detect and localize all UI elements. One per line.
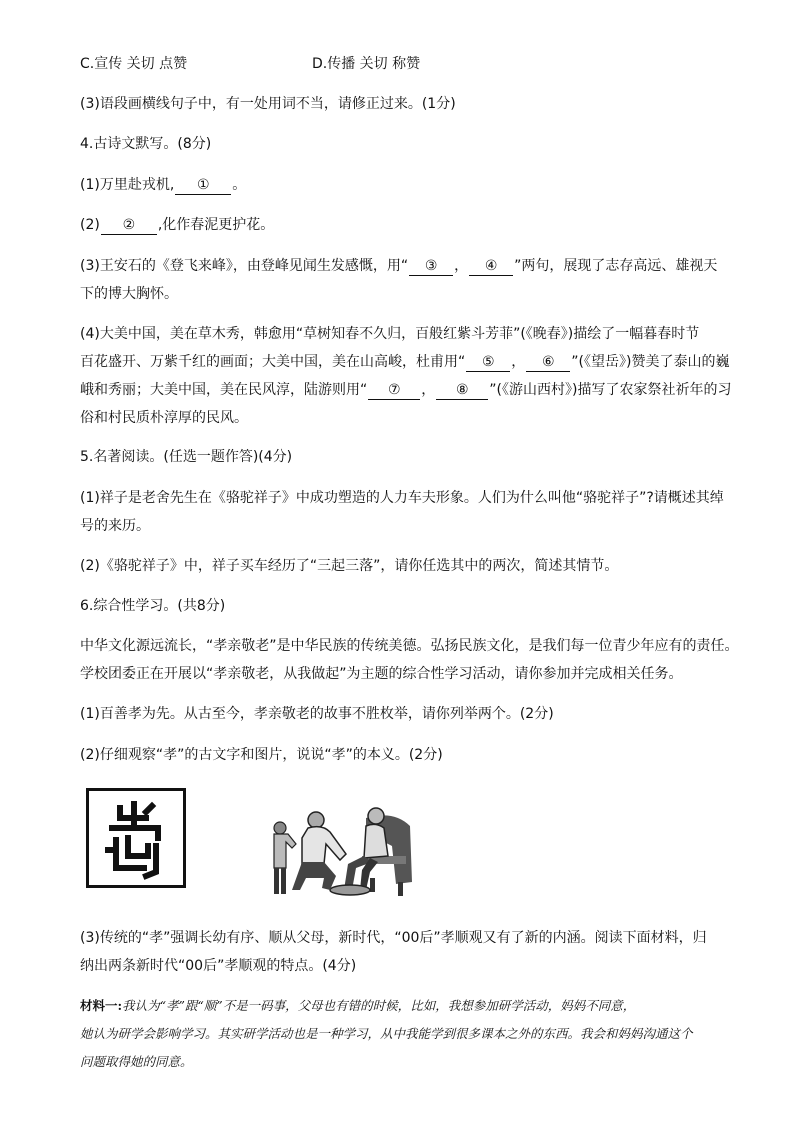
q4-p3-line1	[80, 256, 717, 276]
blank-5[interactable]: ⑤	[466, 354, 510, 372]
blank-8[interactable]: ⑧	[436, 382, 488, 400]
q6-intro-line1: 中华文化源远流长，“孝亲敬老”是中华民族的传统美德。弘扬民族文化，是我们每一位青少年应有的责任。	[80, 638, 739, 654]
q4-p1-end: 。	[232, 177, 247, 193]
option-c: C.宣传 关切 点赞	[80, 56, 188, 72]
blank-2[interactable]: ②	[101, 217, 157, 235]
q4-p1	[80, 175, 246, 195]
q4-p2	[80, 215, 274, 235]
q4-title: 4.古诗文默写。(8分)	[80, 136, 212, 152]
q4-p4-line1: (4)大美中国，美在草木秀，韩愈用“草树知春不久归，百般红紫斗芳菲”(《晚春》)描绘了一幅暮春时节	[80, 326, 700, 342]
q4-p4-line2-text: 百花盛开、万紫千红的画面；大美中国，美在山高峻，杜甫用“	[80, 354, 466, 370]
seal-character-image	[86, 788, 186, 888]
option-row	[80, 54, 187, 74]
material-line2: 她认为研学会影响学习。其实研学活动也是一种学习，从中我能学到很多课本之外的东西。我会和妈妈沟通这个	[80, 1026, 693, 1041]
q4-p3-sep: ，	[454, 258, 469, 274]
q4-p3-line2: 下的博大胸怀。	[80, 286, 178, 302]
material-line3: 问题取得她的同意。	[80, 1054, 193, 1069]
q4-p1-text: (1)万里赴戎机,	[80, 177, 175, 193]
blank-1[interactable]: ①	[175, 177, 231, 195]
q4-p3-text: (3)王安石的《登飞来峰》，由登峰见闻生发感慨，用“	[80, 258, 409, 274]
blank-6[interactable]: ⑥	[526, 354, 570, 372]
option-d-row	[312, 54, 420, 74]
q6-p3-line2: 纳出两条新时代“00后”孝顺观的特点。(4分)	[80, 958, 357, 974]
q4-p4-line2	[80, 352, 729, 372]
blank-4[interactable]: ④	[469, 258, 513, 276]
q5-title: 5.名著阅读。(任选一题作答)(4分)	[80, 449, 293, 465]
filial-piety-illustration	[266, 798, 416, 898]
q6-title: 6.综合性学习。(共8分)	[80, 598, 226, 614]
q6-intro-line2: 学校团委正在开展以“孝亲敬老，从我做起”为主题的综合性学习活动，请你参加并完成相关任务。	[80, 666, 683, 682]
q5-p1-line2: 号的来历。	[80, 518, 150, 534]
q4-p4-line3	[80, 380, 731, 400]
q4-p4-line4: 俗和村民质朴淳厚的民风。	[80, 410, 248, 426]
blank-7[interactable]: ⑦	[368, 382, 420, 400]
q4-p2-num: (2)	[80, 217, 100, 233]
material-text-1: 我认为“孝”跟“顺”不是一码事，父母也有错的时候，比如，我想参加研学活动，妈妈不同意，	[122, 998, 636, 1013]
q4-p4-sep2: ，	[421, 382, 436, 398]
q4-p4-sep: ，	[511, 354, 526, 370]
q6-p2: (2)仔细观察“孝”的古文字和图片，说说“孝”的本义。(2分)	[80, 747, 443, 763]
q4-p4-line3-end: ”(《游山西村》)描写了农家祭社祈年的习	[489, 382, 732, 398]
q5-p1-line1: (1)祥子是老舍先生在《骆驼祥子》中成功塑造的人力车夫形象。人们为什么叫他“骆驼祥子”?请概述其绰	[80, 490, 724, 506]
material-label: 材料一:	[80, 998, 123, 1013]
q6-p3-line1: (3)传统的“孝”强调长幼有序、顺从父母，新时代，“00后”孝顺观又有了新的内涵。阅读下面材料，归	[80, 930, 707, 946]
option-d: D.传播 关切 称赞	[312, 56, 421, 72]
q6-p1: (1)百善孝为先。从古至今，孝亲敬老的故事不胜枚举，请你列举两个。(2分)	[80, 706, 554, 722]
blank-3[interactable]: ③	[409, 258, 453, 276]
q5-p2: (2)《骆驼祥子》中，祥子买车经历了“三起三落”，请你任选其中的两次，简述其情节。	[80, 558, 619, 574]
q4-p4-line2-end: ”(《望岳》)赞美了泰山的巍	[571, 354, 730, 370]
material-line1	[80, 996, 635, 1016]
q4-p2-text: ,化作春泥更护花。	[157, 217, 275, 233]
q4-p4-line3-text: 峨和秀丽；大美中国，美在民风淳，陆游则用“	[80, 382, 368, 398]
q4-p3-end: ”两句，展现了志存高远、雄视天	[514, 258, 718, 274]
q3-3: (3)语段画横线句子中，有一处用词不当，请修正过来。(1分)	[80, 96, 456, 112]
